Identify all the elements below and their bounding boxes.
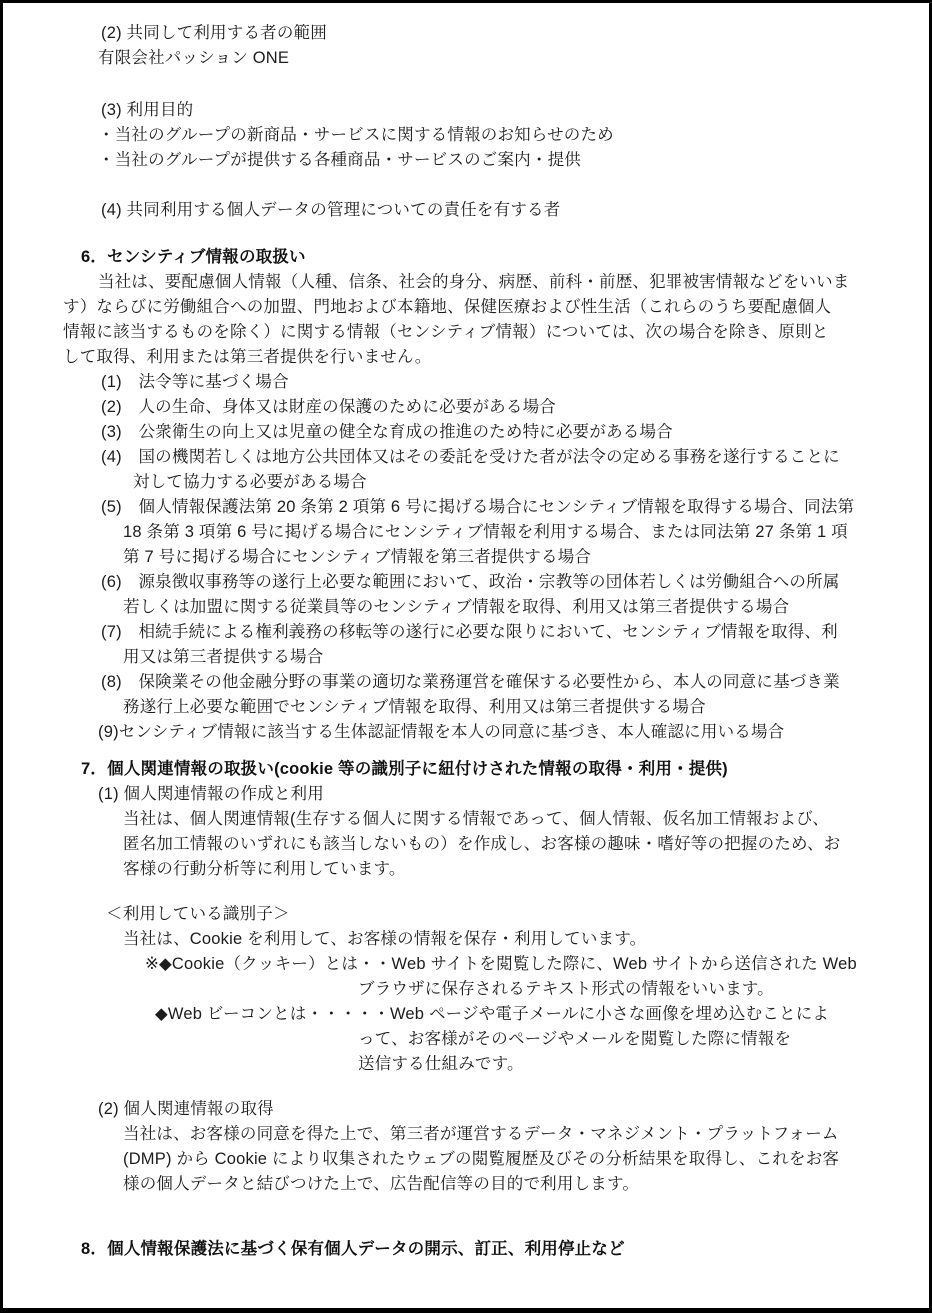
section-heading-6: 6．センシティブ情報の取扱い <box>81 248 306 266</box>
list-item-5-continuation: 第 7 号に掲げる場合にセンシティブ情報を第三者提供する場合 <box>123 548 592 566</box>
list-item-purpose-of-use: (3) 利用目的 <box>101 101 194 119</box>
bullet-services-guidance: ・当社のグループが提供する各種商品・サービスのご案内・提供 <box>98 151 581 169</box>
section-heading-7: 7．個人関連情報の取扱い(cookie 等の識別子に紐付けされた情報の取得・利用・提供) <box>81 760 728 778</box>
list-item-3: (3) 公衆衛生の向上又は児童の健全な育成の推進のため特に必要がある場合 <box>101 423 673 441</box>
paragraph-line: 様の個人データと結びつけた上で、広告配信等の目的で利用します。 <box>123 1175 640 1193</box>
list-item-6: (6) 源泉徴収事務等の遂行上必要な範囲において、政治・宗教等の団体若しくは労働組合への所属 <box>101 573 840 591</box>
web-beacon-continuation: って、お客様がそのページやメールを閲覧した際に情報を <box>358 1030 792 1048</box>
list-item-shared-use-scope: (2) 共同して利用する者の範囲 <box>101 24 327 42</box>
list-item-6-continuation: 若しくは加盟に関する従業員等のセンシティブ情報を取得、利用又は第三者提供する場合 <box>123 598 790 616</box>
cookie-definition-line: ※◆Cookie（クッキー）とは・・Web サイトを閲覧した際に、Web サイトから送信された Web <box>145 955 857 973</box>
spacer <box>58 71 874 98</box>
list-item-5: (5) 個人情報保護法第 20 条第 2 項第 6 号に掲げる場合にセンシティブ情報を取得する場合、同法第 <box>101 498 855 516</box>
paragraph-line: 当社は、要配慮個人情報（人種、信条、社会的身分、病歴、前科・前歴、犯罪被害情報などをいいま <box>98 273 850 291</box>
web-beacon-continuation: 送信する仕組みです。 <box>358 1055 524 1073</box>
paragraph-line: 当社は、個人関連情報(生存する個人に関する情報であって、個人情報、仮名加工情報および、 <box>123 810 829 828</box>
cookie-definition-continuation: ブラウザに保存されるテキスト形式の情報をいいます。 <box>358 980 774 998</box>
list-item-5-continuation: 18 条第 3 項第 6 号に掲げる場合にセンシティブ情報を利用する場合、または同法第 27 条第 1 項 <box>123 523 848 541</box>
list-item-4-continuation: 対して協力する必要がある場合 <box>133 473 367 491</box>
paragraph-line: 当社は、お客様の同意を得た上で、第三者が運営するデータ・マネジメント・プラットフォーム <box>123 1125 839 1143</box>
paragraph-line: 匿名加工情報のいずれにも該当しないもの）を作成し、お客様の趣味・嗜好等の把握のため、お <box>123 835 841 853</box>
list-item-8: (8) 保険業その他金融分野の事業の適切な業務運営を確保する必要性から、本人の同意に基づき業 <box>101 673 840 691</box>
subsection-1-heading: (1) 個人関連情報の作成と利用 <box>98 785 324 803</box>
spacer <box>58 223 874 245</box>
paragraph-line: 客様の行動分析等に利用しています。 <box>123 860 406 878</box>
subsection-2-heading: (2) 個人関連情報の取得 <box>98 1100 274 1118</box>
company-name: 有限会社パッション ONE <box>98 49 290 67</box>
bullet-new-products-info: ・当社のグループの新商品・サービスに関する情報のお知らせのため <box>98 126 614 144</box>
list-item-4: (4) 国の機関若しくは地方公共団体又はその委託を受けた者が法令の定める事務を遂行することに <box>101 448 840 466</box>
list-item-9: (9)センシティブ情報に該当する生体認証情報を本人の同意に基づき、本人確認に用いる場合 <box>98 723 785 741</box>
spacer <box>58 882 874 902</box>
list-item-1: (1) 法令等に基づく場合 <box>101 373 289 391</box>
spacer <box>58 1197 874 1237</box>
list-item-7-continuation: 用又は第三者提供する場合 <box>123 648 324 666</box>
paragraph-line: す）ならびに労働組合への加盟、門地および本籍地、保健医療および性生活（これらのうち要配慮個人 <box>63 298 832 316</box>
spacer <box>58 173 874 198</box>
paragraph-line: して取得、利用または第三者提供を行いません。 <box>63 348 432 366</box>
paragraph-line: 情報に該当するものを除く）に関する情報（センシティブ情報）については、次の場合を除き、原則と <box>63 323 829 341</box>
identifier-list-heading: ＜利用している識別子＞ <box>106 905 290 923</box>
web-beacon-definition-line: ◆Web ビーコンとは・・・・・Web ページや電子メールに小さな画像を埋め込むことによ <box>155 1005 830 1023</box>
spacer <box>58 745 874 757</box>
list-item-7: (7) 相続手続による権利義務の移転等の遂行に必要な限りにおいて、センシティブ情報を取得、利 <box>101 623 838 641</box>
paragraph-line: (DMP) から Cookie により収集されたウェブの閲覧履歴及びその分析結果を取得し、これをお客 <box>123 1150 840 1168</box>
paragraph-line: 当社は、Cookie を利用して、お客様の情報を保存・利用しています。 <box>123 930 647 948</box>
spacer <box>58 1077 874 1097</box>
list-item-8-continuation: 務遂行上必要な範囲でセンシティブ情報を取得、利用又は第三者提供する場合 <box>123 698 706 716</box>
section-heading-8: 8．個人情報保護法に基づく保有個人データの開示、訂正、利用停止など <box>81 1240 625 1258</box>
list-item-2: (2) 人の生命、身体又は財産の保護のために必要がある場合 <box>101 398 556 416</box>
list-item-data-manager: (4) 共同利用する個人データの管理についての責任を有する者 <box>101 201 561 219</box>
